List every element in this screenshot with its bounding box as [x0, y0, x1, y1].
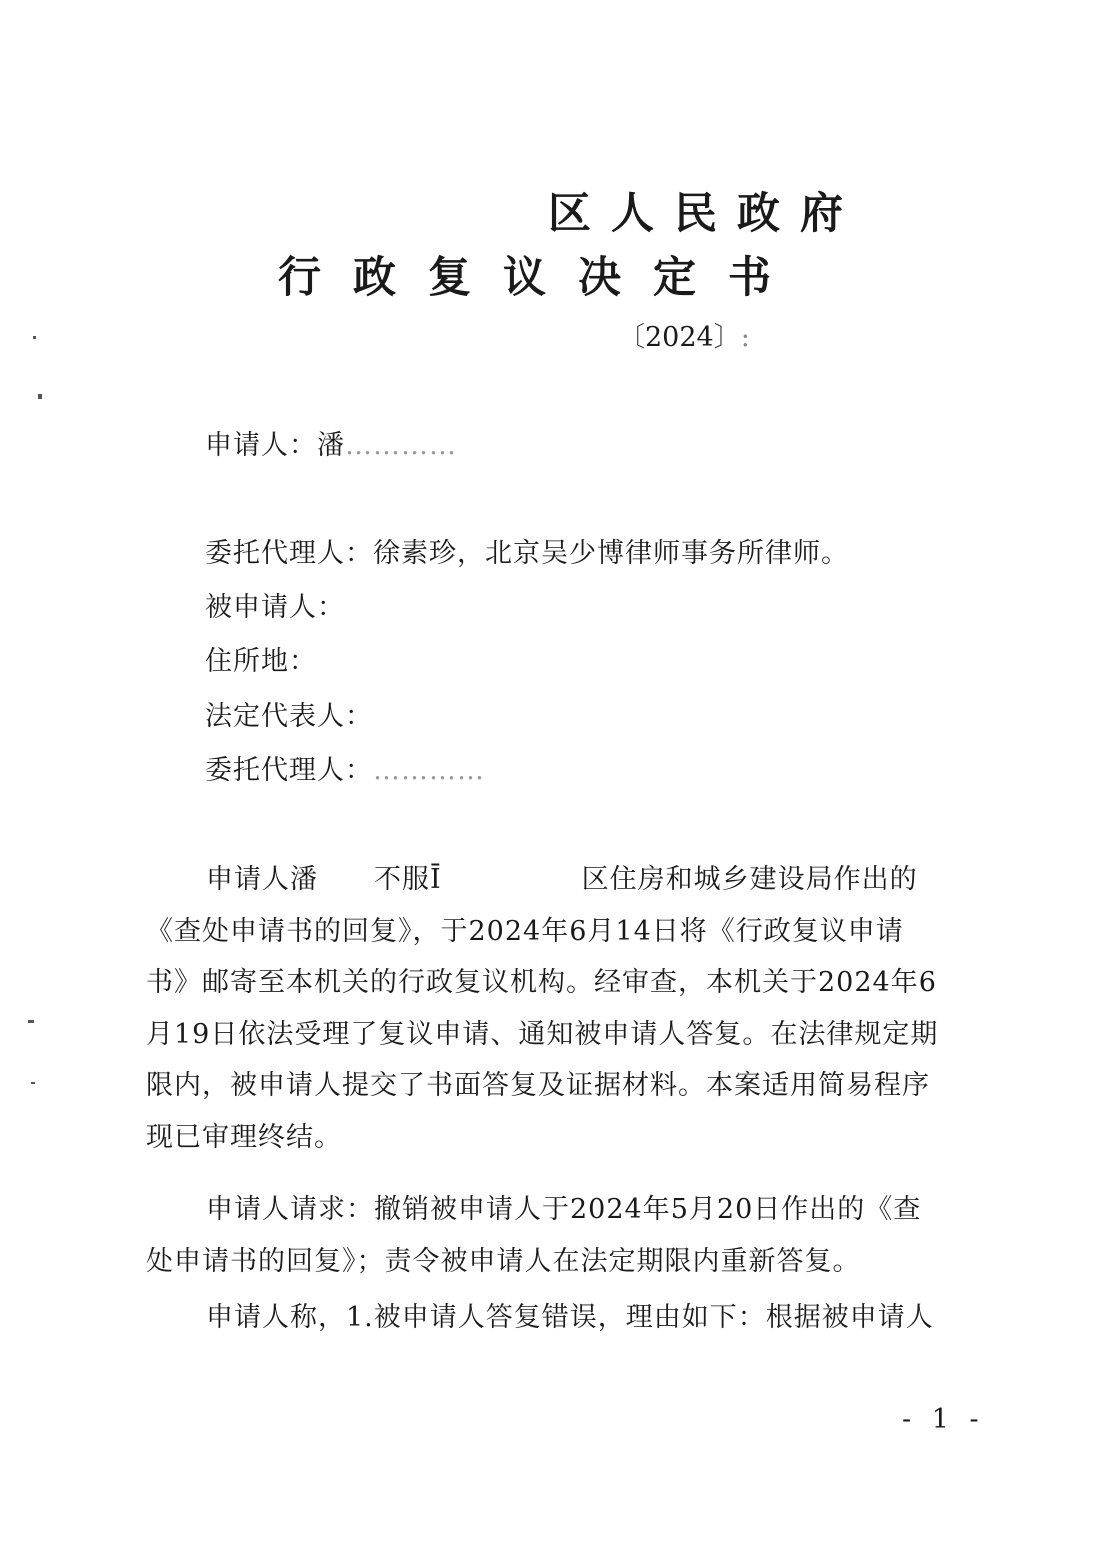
paragraph-line: 申请人潘 不服Ī 区住房和城乡建设局作出的	[206, 864, 918, 895]
applicant-label: 申请人：	[205, 430, 317, 461]
respondent-agent-redacted: …………	[373, 755, 485, 786]
paragraph-line: 《查处申请书的回复》，于2024年6月14日将《行政复议申请	[146, 915, 904, 947]
paragraph-line: 申请人称，1.被申请人答复错误，理由如下：根据被申请人	[206, 1302, 934, 1333]
legal-representative-line	[205, 697, 373, 737]
title-decision-document: 行政复议决定书	[278, 253, 803, 303]
paragraph-applicant-claims	[146, 1292, 968, 1344]
paragraph-line: 处申请书的回复》；责令被申请人在法定期限内重新答复。	[146, 1245, 861, 1277]
address-line	[205, 642, 317, 682]
applicant-agent-line	[205, 534, 849, 574]
paragraph-case-background	[146, 854, 968, 1163]
applicant-agent-label: 委托代理人：	[205, 538, 373, 569]
scan-speck	[28, 1020, 34, 1023]
scan-speck	[38, 394, 42, 399]
page-number: - 1 -	[902, 1404, 985, 1435]
respondent-line	[205, 588, 345, 628]
respondent-agent-label: 委托代理人：	[205, 755, 373, 786]
respondent-label: 被申请人：	[205, 592, 345, 623]
address-label: 住所地：	[205, 646, 317, 677]
applicant-value: 潘	[317, 430, 345, 461]
title-government-name: 区人民政府	[548, 189, 863, 239]
document-number	[618, 318, 750, 358]
scan-speck	[31, 1082, 35, 1084]
document-number-redacted: :	[740, 322, 750, 353]
paragraph-line: 书》邮寄至本机关的行政复议机构。经审查，本机关于2024年6	[146, 967, 937, 998]
respondent-agent-line	[205, 751, 485, 791]
applicant-redacted: …………	[345, 430, 457, 461]
paragraph-line: 月19日依法受理了复议申请、通知被申请人答复。在法律规定期	[146, 1018, 939, 1050]
paragraph-line: 现已审理终结。	[146, 1121, 342, 1153]
paragraph-line: 申请人请求：撤销被申请人于2024年5月20日作出的《查	[206, 1194, 922, 1225]
applicant-agent-value: 徐素珍，北京吴少博律师事务所律师。	[373, 538, 849, 569]
scan-speck	[33, 336, 36, 339]
legal-representative-label: 法定代表人：	[205, 701, 373, 732]
paragraph-applicant-request	[146, 1184, 968, 1287]
paragraph-line: 限内，被申请人提交了书面答复及证据材料。本案适用简易程序	[146, 1070, 930, 1101]
document-number-year: 〔2024〕	[618, 322, 741, 353]
applicant-line	[205, 426, 457, 466]
